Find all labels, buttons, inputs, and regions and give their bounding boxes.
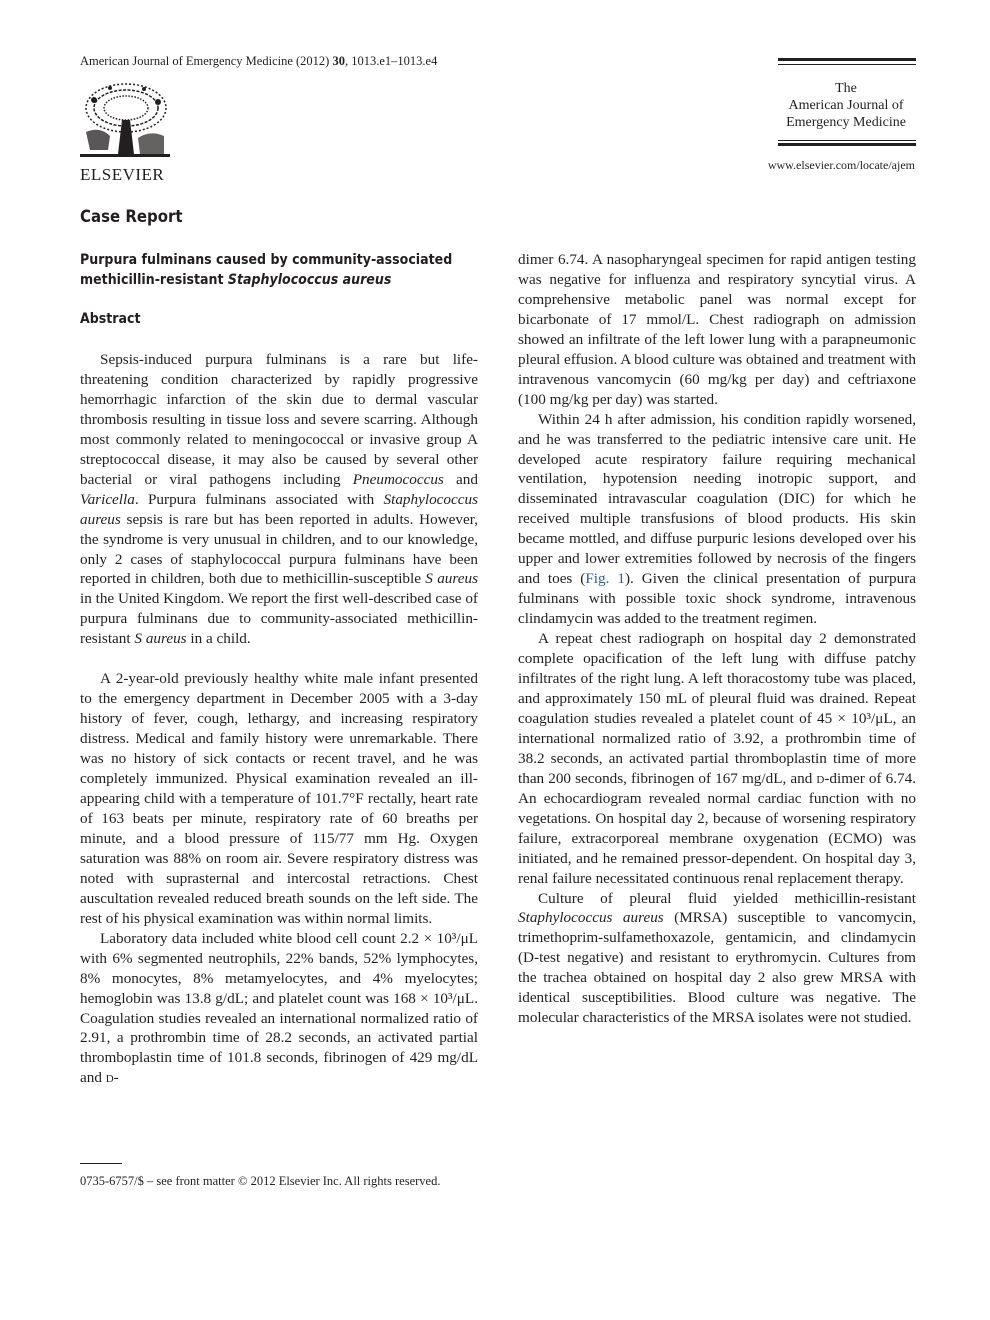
citation-journal: American Journal of Emergency Medicine (2012) <box>80 54 333 68</box>
section-label: Case Report <box>80 207 183 227</box>
body-paragraph-continued: dimer 6.74. A nasopharyngeal specimen for rapid antigen testing was negative for influenza and respiratory syncytial virus. A comprehensive metabolic panel was normal except for bicarbonate of 17 mmol/L. Chest radiograph on admission showed an infiltrate of the left lower lung with a parapneumonic pleural effusion. A blood culture was obtained and treatment with intravenous vancomycin (60 mg/kg per day) and ceftriaxone (100 mg/kg per day) was started. <box>518 251 916 408</box>
right-column <box>518 250 916 1028</box>
body-paragraph-case: A 2-year-old previously healthy white male infant presented to the emergency department in December 2005 with a 3-day history of fever, cough, lethargy, and increasing respiratory distress. Medical and family history were unremarkable. There was no history of sick contacts or recent travel, and he was completely immunized. Physical examination revealed an ill-appearing child with a temperature of 101.7°F rectally, heart rate of 163 beats per minute, respiratory rate of 60 breaths per minute, and a blood pressure of 115/77 mm Hg. Oxygen saturation was 88% on room air. Severe respiratory distress was noted with suprasternal and intercostal retractions. Chest auscultation revealed reduced breath sounds on the left side. The rest of his physical examination was within normal limits. <box>80 670 478 927</box>
journal-name-line1: The <box>835 81 857 96</box>
body-paragraph-lab: Laboratory data included white blood cell count 2.2 × 10³/μL with 6% segmented neutrophils, 22% bands, 52% lymphocytes, 8% monocytes, 8% metamyelocytes, and 4% myelocytes; hemoglobin was 13.8 g/dL; and platelet count was 168 × 10³/μL. Coagulation studies revealed an international normalized ratio of 2.91, a prothrombin time of 28.2 seconds, an activated partial thromboplastin time of 101.8 seconds, fibrinogen of 429 mg/dL and d- <box>80 929 478 1087</box>
journal-name-block <box>770 80 922 131</box>
elsevier-logo <box>80 80 170 184</box>
journal-bottom-rule <box>778 140 916 141</box>
citation-volume: 30 <box>332 54 345 68</box>
title-text: Purpura fulminans caused by community-associated methicillin-resistant <box>80 252 453 288</box>
journal-bottom-rule-thick <box>778 143 916 146</box>
article-title <box>80 250 476 290</box>
copyright-line: 0735-6757/$ – see front matter © 2012 Elsevier Inc. All rights reserved. <box>80 1174 441 1188</box>
journal-url[interactable]: www.elsevier.com/locate/ajem <box>767 158 915 172</box>
elsevier-tree-icon <box>80 80 170 162</box>
footnote-rule <box>80 1163 122 1164</box>
body-paragraph-course: Within 24 h after admission, his condition rapidly worsened, and he was transferred to the pediatric intensive care unit. He developed acute respiratory failure requiring mechanical ventilation, hypotension needing inotropic support, and disseminated intravascular coagulation (DIC) for which he received multiple transfusions of blood products. His skin became mottled, and diffuse purpuric lesions developed over his upper and lower extremities followed by necrosis of the fingers and toes (Fig. 1). Given the clinical presentation of purpura fulminans with possible toxic shock syndrome, intravenous clindamycin was added to the treatment regimen. <box>518 410 917 628</box>
figure-link[interactable]: Fig. 1 <box>585 570 625 588</box>
citation-pages: , 1013.e1–1013.e4 <box>344 54 438 68</box>
journal-name-line3: Emergency Medicine <box>786 115 906 130</box>
abstract-heading: Abstract <box>80 311 141 327</box>
journal-top-rule <box>778 58 916 61</box>
abstract-paragraph: Sepsis-induced purpura fulminans is a rare but life-threatening condition characterized by rapidly progressive hemorrhagic infarction of the skin due to dermal vascular thrombosis resulting in tissue loss and severe scarring. Although most commonly related to meningococcal or invasive group A streptococcal disease, it may also be caused by several other bacterial or viral pathogens including Pneumococcus and Varicella. Purpura fulminans associated with Staphylococcus aureus sepsis is rare but has been reported in adults. However, the syndrome is very unusual in children, and to our knowledge, only 2 cases of staphylococcal purpura fulminans have been reported in children, both due to methicillin-susceptible S aureus in the United Kingdom. We report the first well-described case of purpura fulminans due to community-associated methicillin-resistant S aureus in a child. <box>80 351 478 648</box>
title-italic: Staphylococcus aureus <box>227 272 392 288</box>
left-column <box>80 350 478 1088</box>
body-paragraph-culture: Culture of pleural fluid yielded methicillin-resistant Staphylococcus aureus (MRSA) susceptible to vancomycin, trimethoprim-sulfamethoxazole, gentamicin, and clindamycin (D-test negative) and resistant to erythromycin. Cultures from the trachea obtained on hospital day 2 also grew MRSA with identical susceptibilities. Blood culture was negative. The molecular characteristics of the MRSA isolates were not studied. <box>518 889 916 1027</box>
journal-citation <box>80 54 437 69</box>
elsevier-wordmark: ELSEVIER <box>80 165 165 184</box>
journal-top-rule-thin <box>778 64 916 65</box>
body-paragraph-radiograph: A repeat chest radiograph on hospital day 2 demonstrated complete opacification of the left lung with diffuse patchy infiltrates of the right lung. A left thoracostomy tube was placed, and approximately 150 mL of pleural fluid was drained. Repeat coagulation studies revealed a platelet count of 45 × 10³/μL, an international normalized ratio of 3.92, a prothrombin time of 38.2 seconds, an activated partial thromboplastin time of more than 200 seconds, fibrinogen of 167 mg/dL, and d-dimer of 6.74. An echocardiogram revealed normal cardiac function with no vegetations. On hospital day 2, because of worsening respiratory failure, extracorporeal membrane oxygenation (ECMO) was initiated, and he remained pressor-dependent. On hospital day 3, renal failure necessitated continuous renal replacement therapy. <box>518 630 916 887</box>
journal-name-line2: American Journal of <box>788 98 904 113</box>
